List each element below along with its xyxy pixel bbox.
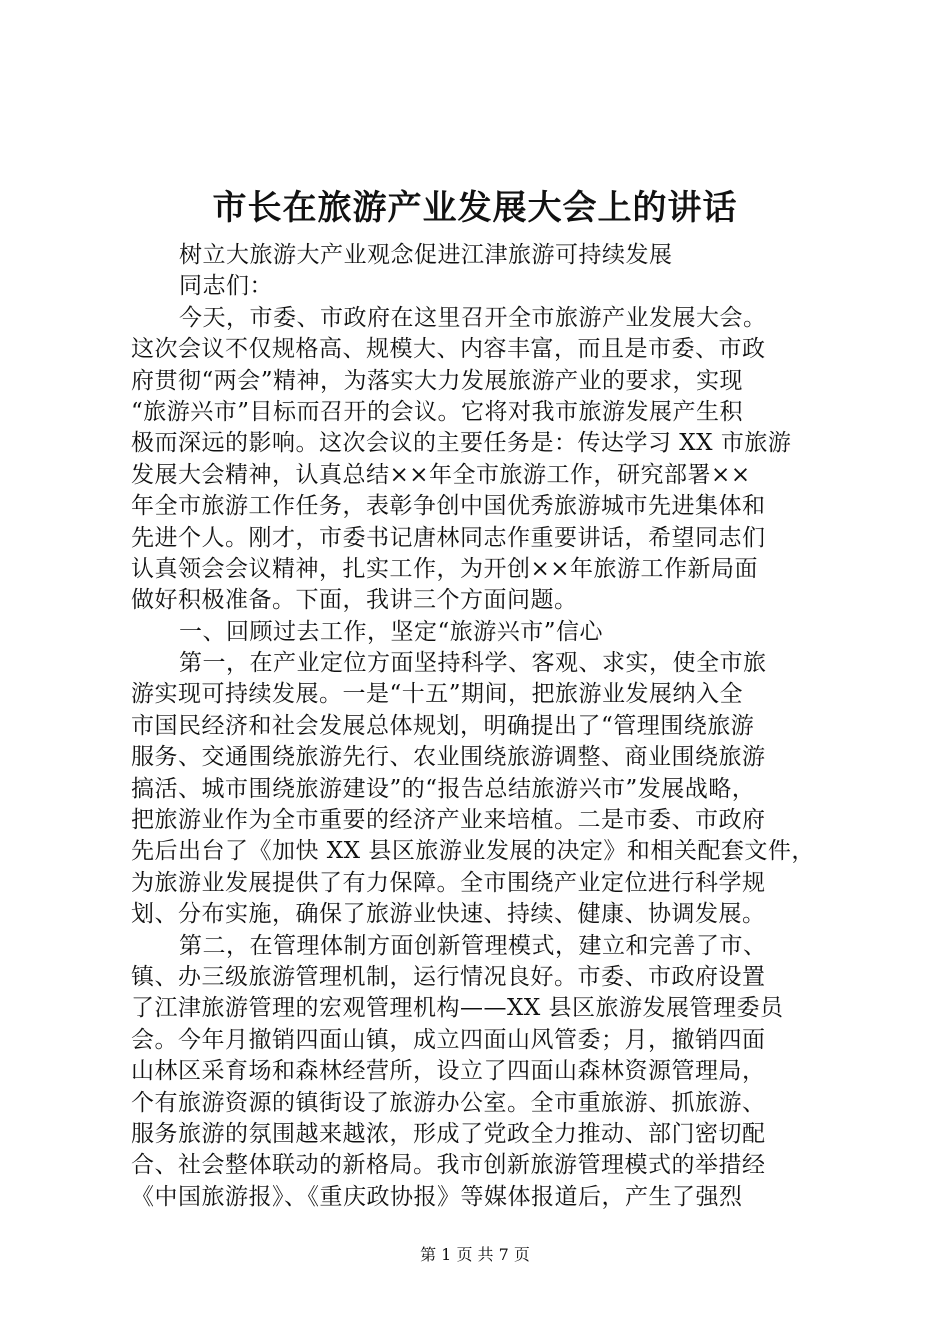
paragraph-line: “旅游兴市”目标而召开的会议。它将对我市旅游发展产生积 [131,398,744,425]
document-body [131,240,831,1213]
subtitle-line: 树立大旅游大产业观念促进江津旅游可持续发展 [179,242,673,268]
paragraph-line: 把旅游业作为全市重要的经济产业来培植。二是市委、市政府 [131,807,766,834]
paragraph-line: 为旅游业发展提供了有力保障。全市围绕产业定位进行科学规 [131,869,766,896]
paragraph-line: 个有旅游资源的镇街设了旅游办公室。全市重旅游、抓旅游、 [131,1089,766,1116]
paragraph-line: 搞活、城市围绕旅游建设”的“报告总结旅游兴市”发展战略， [131,775,756,802]
paragraph-line: 《中国旅游报》、《重庆政协报》等媒体报道后，产生了强烈 [131,1183,743,1210]
paragraph-line: 极而深远的影响。这次会议的主要任务是：传达学习 XX 市旅游 [131,430,792,457]
paragraph-line: 这次会议不仅规格高、规模大、内容丰富，而且是市委、市政 [131,336,766,363]
paragraph-line: 服务、交通围绕旅游先行、农业围绕旅游调整、商业围绕旅游 [131,744,766,771]
paragraph-line: 年全市旅游工作任务，表彰争创中国优秀旅游城市先进集体和 [131,493,766,520]
page-number-footer: 第 1 页 共 7 页 [420,1245,530,1264]
paragraph-line: 市国民经济和社会发展总体规划，明确提出了“管理围绕旅游 [131,712,755,739]
document-title: 市长在旅游产业发展大会上的讲话 [212,188,738,228]
paragraph-line: 发展大会精神，认真总结××年全市旅游工作，研究部署×× [131,461,751,488]
paragraph-line: 做好积极准备。下面，我讲三个方面问题。 [131,587,578,614]
paragraph-line: 划、分布实施，确保了旅游业快速、持续、健康、协调发展。 [131,901,766,928]
paragraph-line: 山林区采育场和森林经营所，设立了四面山森林资源管理局， [131,1058,766,1085]
salutation-line: 同志们： [179,273,273,300]
paragraph-line: 先进个人。刚才，市委书记唐林同志作重要讲话，希望同志们 [131,524,766,551]
paragraph-line: 第一，在产业定位方面坚持科学、客观、求实，使全市旅 [179,650,767,677]
paragraph-line: 府贯彻“两会”精神，为落实大力发展旅游产业的要求，实现 [131,367,744,394]
paragraph-line: 第二，在管理体制方面创新管理模式，建立和完善了市、 [179,932,767,959]
paragraph-line: 了江津旅游管理的宏观管理机构——XX 县区旅游发展管理委员 [131,995,784,1022]
paragraph-line: 认真领会会议精神，扎实工作，为开创××年旅游工作新局面 [131,555,759,582]
paragraph-line: 游实现可持续发展。一是“十五”期间，把旅游业发展纳入全 [131,681,744,708]
paragraph-line: 镇、办三级旅游管理机制，运行情况良好。市委、市政府设置 [131,963,766,990]
section-heading-line: 一、回顾过去工作，坚定“旅游兴市”信心 [179,618,604,645]
paragraph-line: 合、社会整体联动的新格局。我市创新旅游管理模式的举措经 [131,1152,766,1179]
paragraph-line: 服务旅游的氛围越来越浓，形成了党政全力推动、部门密切配 [131,1120,766,1147]
paragraph-line: 先后出台了《加快 XX 县区旅游业发展的决定》和相关配套文件， [131,838,815,865]
paragraph-line: 今天，市委、市政府在这里召开全市旅游产业发展大会。 [179,304,767,331]
paragraph-line: 会。今年月撤销四面山镇，成立四面山风管委；月，撤销四面 [131,1026,766,1053]
